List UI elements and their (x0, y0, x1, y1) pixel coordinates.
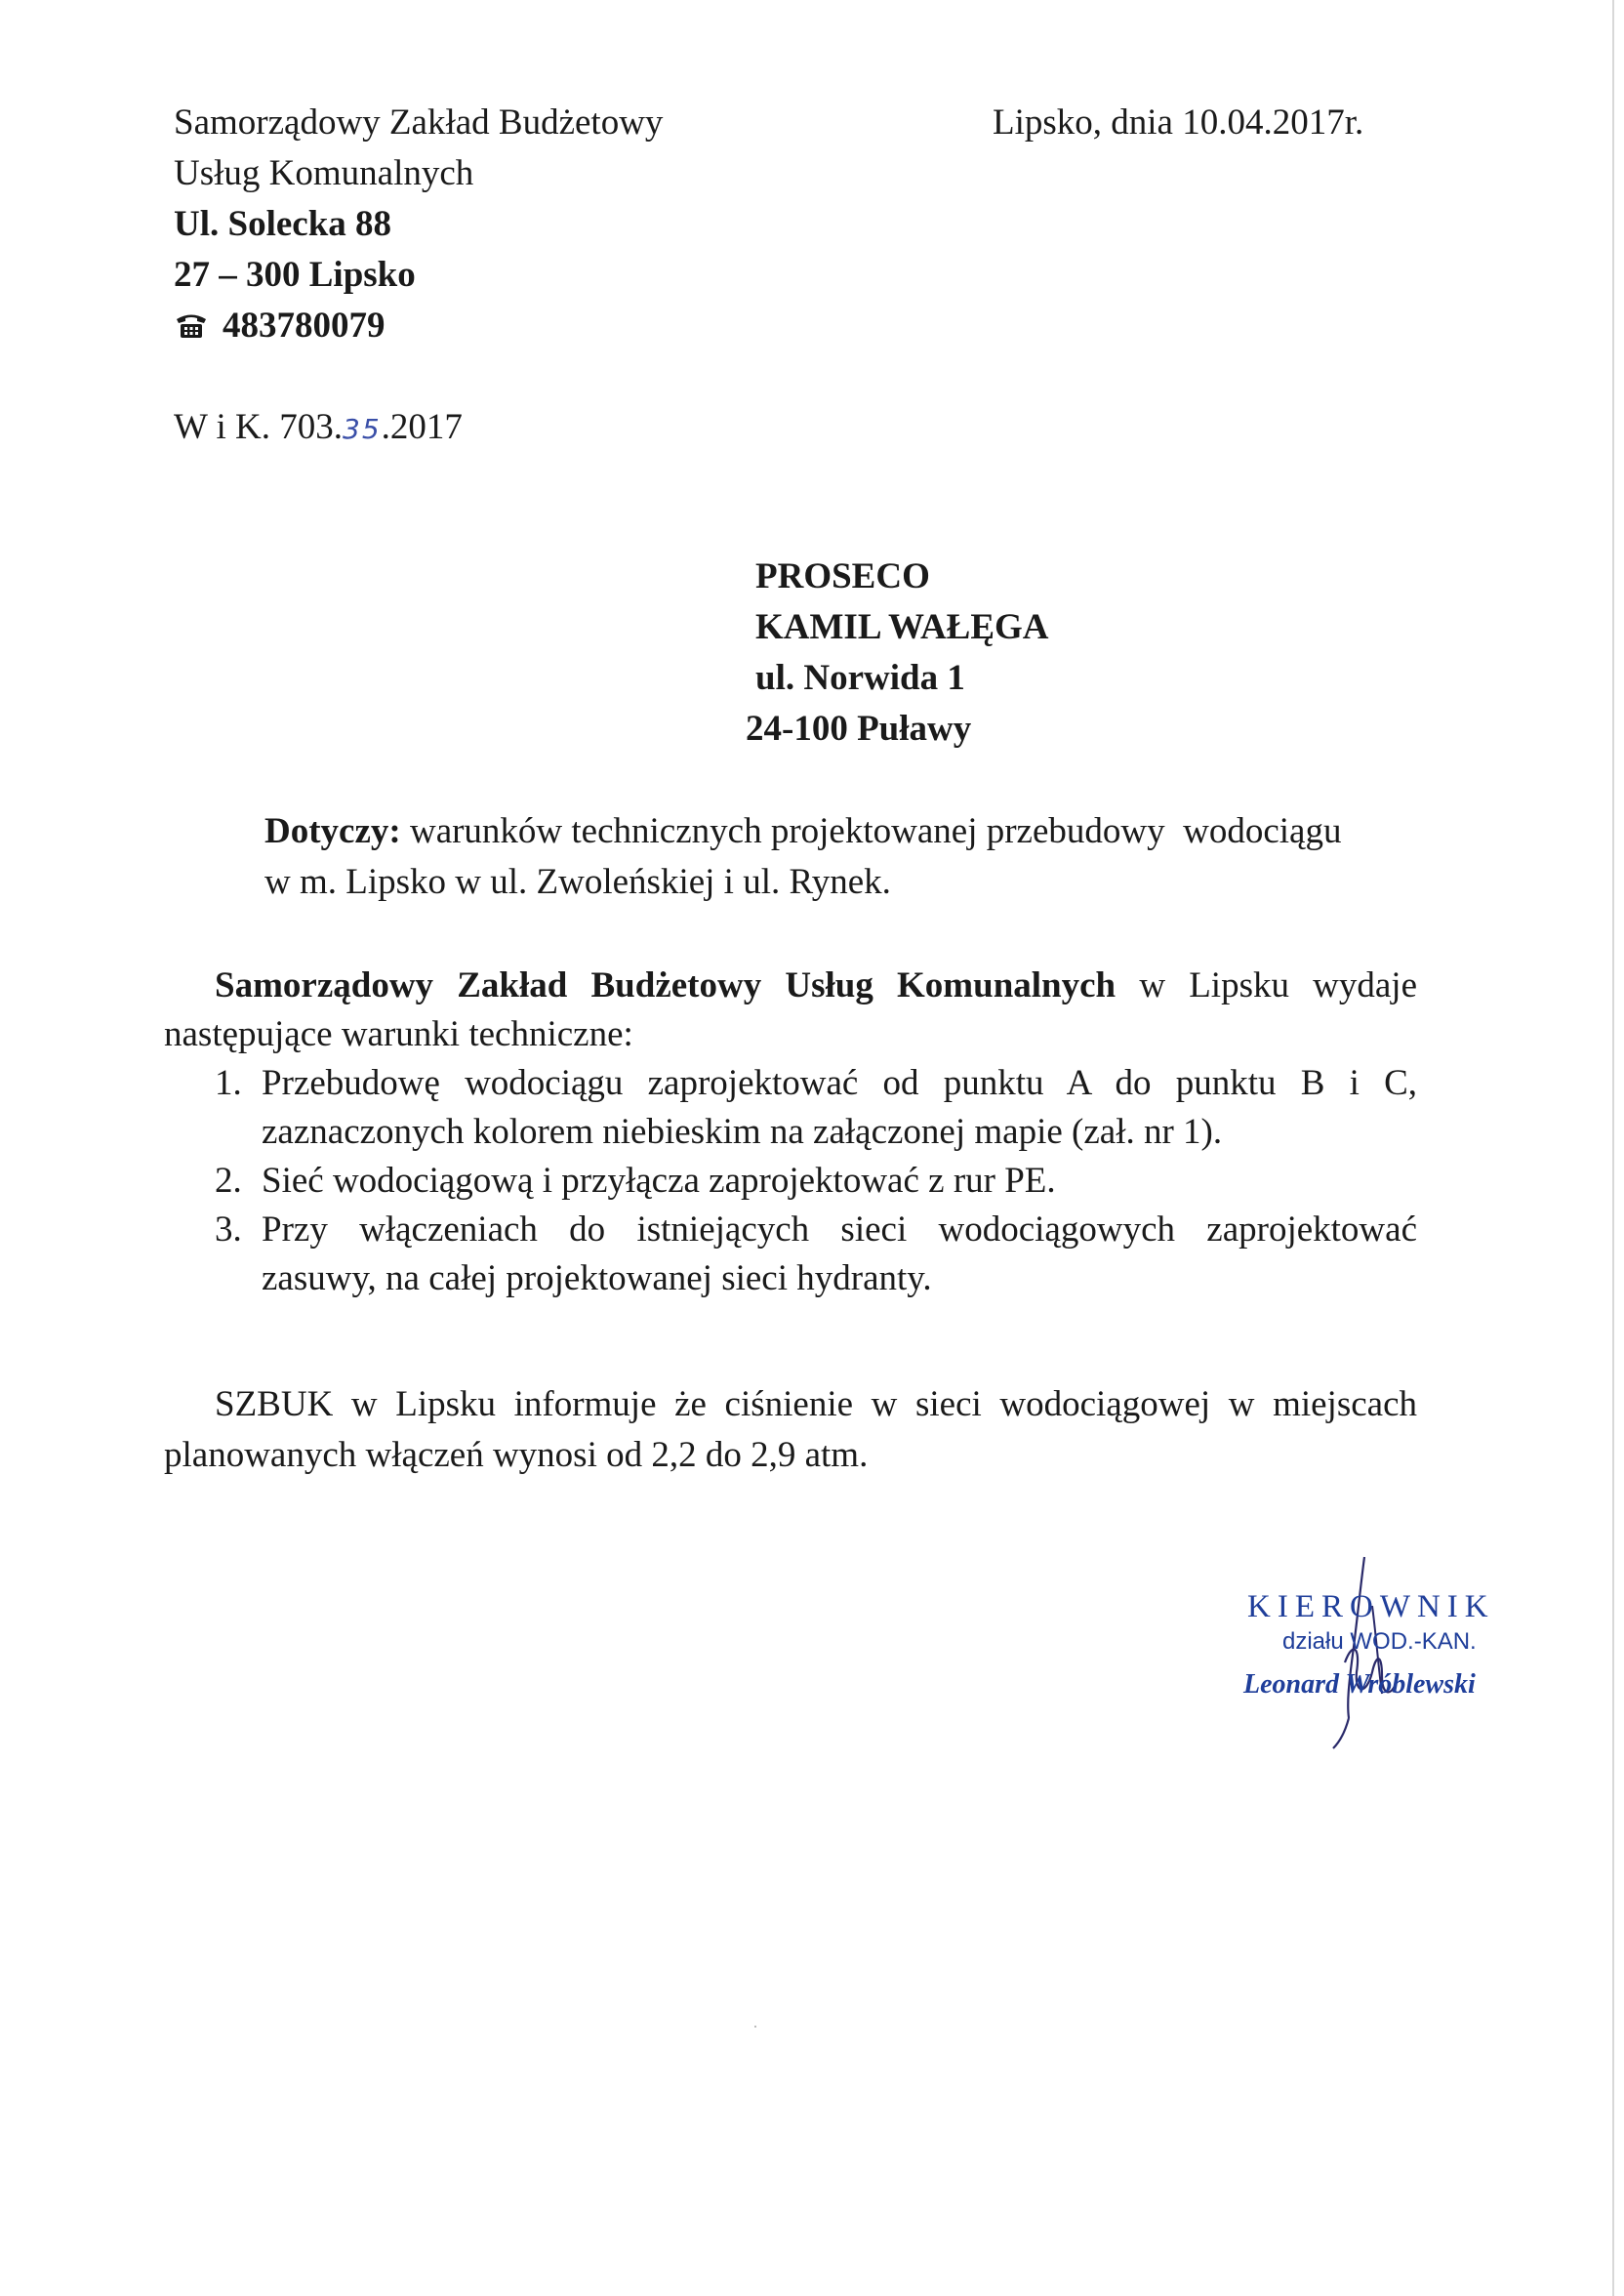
list-item-line1: Przebudowę wodociągu zaprojektować od punktu A do punktu B i C, (262, 1063, 1417, 1103)
list-item-line2: zasuwy, na całej projektowanej sieci hydranty. (262, 1258, 932, 1298)
list-item (164, 1157, 1417, 1206)
body-intro-institution: Samorządowy Zakład Budżetowy Usług Komunalnych (215, 965, 1116, 1005)
sender-name-line2: Usług Komunalnych (174, 153, 474, 193)
scan-edge-line (1612, 0, 1614, 2296)
list-item (164, 1206, 1417, 1303)
body-intro-rest: w Lipsku wydaje (1139, 965, 1417, 1005)
list-item (164, 1059, 1417, 1157)
list-item-number: 3. (215, 1210, 242, 1250)
pressure-paragraph (164, 1379, 1417, 1481)
subject-block (264, 806, 1416, 908)
subject-line1 (264, 806, 1416, 857)
sender-postal-city: 27 – 300 Lipsko (174, 255, 416, 295)
stamp-signatory-name: Leonard Wróblewski (1243, 1669, 1476, 1700)
stamp-department: działu WOD.-KAN. (1282, 1628, 1477, 1655)
subject-label: Dotyczy: (264, 811, 401, 851)
sender-phone-number: 483780079 (223, 306, 386, 346)
list-item-number: 2. (215, 1161, 242, 1201)
reference-prefix: W i K. 703. (174, 407, 344, 447)
letter-date: Lipsko, dnia 10.04.2017r. (993, 102, 1364, 143)
subject-text-line2: w m. Lipsko w ul. Zwoleńskiej i ul. Rynek. (264, 862, 891, 902)
stamp-title: KIEROWNIK (1247, 1589, 1495, 1624)
reference-suffix: .2017 (381, 407, 463, 447)
telephone-icon (174, 310, 209, 340)
reference-number (174, 402, 463, 455)
sender-street: Ul. Solecka 88 (174, 204, 392, 244)
sender-phone-line (174, 301, 663, 351)
list-item-line2: zaznaczonych kolorem niebieskim na załączonej mapie (zał. nr 1). (262, 1112, 1223, 1152)
letter-body (164, 962, 1417, 1303)
conditions-list (164, 1059, 1417, 1303)
list-item-line1: Sieć wodociągową i przyłącza zaprojektować z rur PE. (262, 1161, 1056, 1201)
scan-speck (754, 2026, 756, 2028)
body-intro-line2: następujące warunki techniczne: (164, 1014, 633, 1054)
body-intro-line1 (164, 962, 1417, 1010)
list-item-number: 1. (215, 1063, 242, 1103)
list-item-line1: Przy włączeniach do istniejących sieci wodociągowych zaprojektować (262, 1210, 1417, 1250)
recipient-address-block (746, 552, 1049, 755)
sender-address-block (174, 98, 663, 351)
pressure-line1: SZBUK w Lipsku informuje że ciśnienie w sieci wodociągowej w miejscach (215, 1384, 1417, 1424)
recipient-street: ul. Norwida 1 (755, 658, 965, 698)
pressure-line2: planowanych włączeń wynosi od 2,2 do 2,9 atm. (164, 1435, 869, 1475)
subject-text-line1: warunków technicznych projektowanej przebudowy wodociągu (409, 811, 1342, 851)
sender-name-line1: Samorządowy Zakład Budżetowy (174, 102, 664, 143)
recipient-postal-city: 24-100 Puławy (746, 709, 972, 749)
official-stamp (1230, 1589, 1522, 1745)
handwritten-reference-number: 35 (343, 413, 382, 445)
recipient-company: PROSECO (755, 556, 930, 596)
recipient-person: KAMIL WAŁĘGA (755, 607, 1049, 647)
